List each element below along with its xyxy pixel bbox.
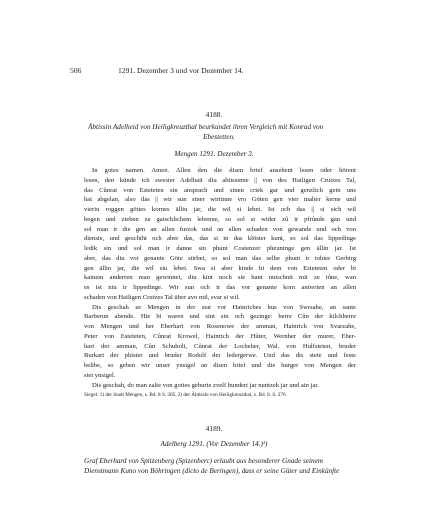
place-date-4189: Adelberg 1291. (Vor Dezember 14.)¹) xyxy=(160,440,268,448)
text-line: vieriu roggen göttes kornes älliu jar, die wil si lebet. Ist och das || si sich wil xyxy=(84,206,356,213)
paragraph-2 xyxy=(84,303,356,381)
document-number-4188: 4188. xyxy=(205,110,223,119)
seal-footnote: Siegel: 1) der Stadt Mengen, s. Bd. 8 S. 305. 2) der Äbtissin von Heiligkreuzthal, s. Bd. 8. S. 276. xyxy=(84,392,287,398)
running-title: 1291. Dezember 3 und vor Dezember 14. xyxy=(118,66,244,75)
text-line: begen und zieben ze gaischlichem lebenne, so sol si wider zů ir pfrůnde gan und xyxy=(84,215,356,223)
text-line: hat abgelan, also das || wir sun siner wirtinne vro Göten gen vier malter kerne und xyxy=(84,196,356,204)
regest-line: Ebestetten. xyxy=(203,132,235,141)
charter-text-4188 xyxy=(84,166,356,390)
regest-line: Äbtissin Adelheid von Heiligkreuzthal beurkundet ihren Vergleich mit Konrad von xyxy=(88,123,324,131)
text-line: lesen, den künde ich swester Adelhait diu abtissinne || von des Hailigen Crutzes Tal, xyxy=(84,176,356,184)
text-line: stet ynsigel. xyxy=(84,371,116,379)
text-line: Barberun abende. Hie bi waren und sint sin och gezinge: herre Cůn der kilchherre xyxy=(84,313,356,321)
regest-4188 xyxy=(88,123,350,142)
text-line: belibe, so geben wir unser ynsigel an disen brief und die burger von Mengen der xyxy=(84,362,356,369)
text-line: Peter von Esteteten, Cůnrat Krowel, Hainrich der Hůter, Wernher der murer, Eber- xyxy=(84,332,356,340)
place-date-4188: Mengen 1291. Dezember 3. xyxy=(174,150,254,158)
text-line: ledik sin und sol man ir danne sin phunt Costenzer pheuninge gen ällin jar. Ist xyxy=(84,245,356,252)
regest-line: Dienstmann Kuno von Böhringen (dicto de Beringen), dass er seine Güter und Einkünfte xyxy=(84,466,340,475)
page-number: 506 xyxy=(70,66,82,75)
text-line: dienste, und geschiht och aber das, das si in das klöster kunt, so sol das lippedinge xyxy=(84,235,356,243)
regest-4189 xyxy=(84,457,356,476)
text-line: das Cůnrat von Esteteten sin ansprach und sinen criek gar und genzlich gein uns xyxy=(84,186,356,194)
text-line: Burkart der phister und bruder Rodolf der ledergerwe. Und das dis stete und feste xyxy=(84,352,356,360)
regest-line: Graf Eberhard von Spitzenberg (Spizenberc) erlaubt aus besonderer Gnade seinem xyxy=(84,457,323,465)
text-line: gen ällin jar, die wil siu lebet. Swa si aber kinde bi dem von Esteteten oder bi xyxy=(84,264,356,272)
paragraph-3 xyxy=(84,381,356,391)
text-line: aber, das diu vor genante Göte stirbet, so sol man das selbe phunt ir tohter Gerbirg xyxy=(84,254,356,262)
text-line: Dis geschah, do man zalte von gottes geburte zvelf hundert jar nuntzek jar und ain jar. xyxy=(92,381,319,389)
document-number-4189: 4189. xyxy=(205,424,223,433)
text-line: schaden von Hailigen Crutzes Tal über avo mil, svar si wil. xyxy=(84,293,240,301)
text-line: Dis geschah ze Mengen in der stat vor Hainriches hus von Swrsahe, an sante xyxy=(92,303,356,311)
text-line: von Mengen und her Eberhart von Rosenowe der amman, Hainrich von Svarzahe, xyxy=(84,323,356,330)
paragraph-1 xyxy=(84,166,356,303)
text-line: sol man ir die gen an allen furzok und an allen schaden von gewande und och von xyxy=(84,225,356,233)
text-line: kainem anderren man gewinnet, diu kint noch sie hant nutschnit mit ze tůne, wan xyxy=(84,274,356,282)
text-line: hart der amman, Cůn Schuholi, Cůnrat der Locheher, Wal. von Hulfsteten, bruder xyxy=(84,342,356,350)
text-line: In gotes namen. Amen. Allen den die disen brief ansehent lesen oder hörent xyxy=(92,167,356,174)
text-line: es ist niu ir lippedinge. Wir sun och ir das vor genante korn antwrten an allen xyxy=(84,284,356,291)
running-header xyxy=(70,66,360,76)
